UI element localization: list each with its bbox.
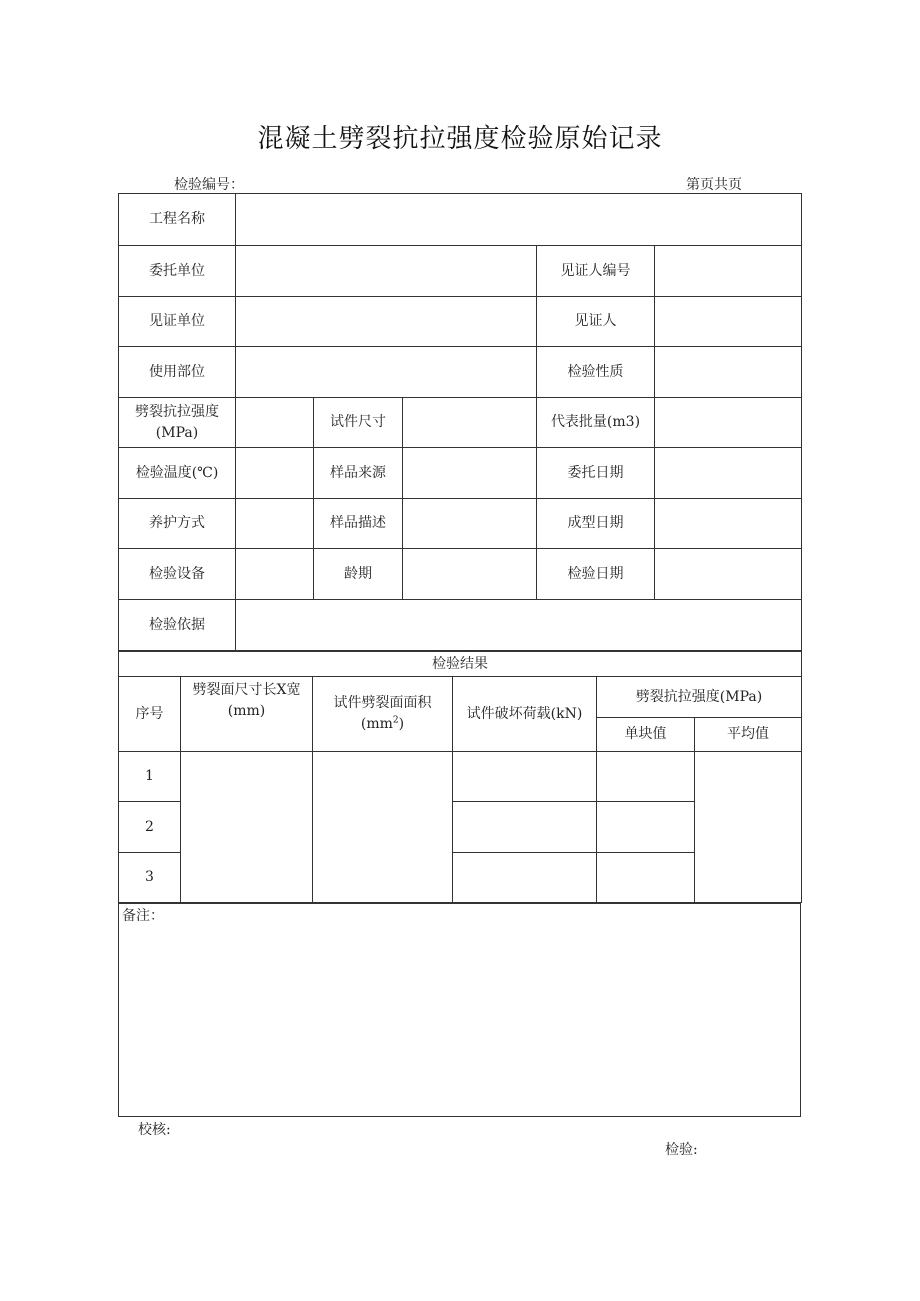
remarks-table [118,903,801,1117]
results-section-title: 检验结果 [119,652,802,677]
label-project-name: 工程名称 [119,194,236,246]
field-entrust-date[interactable] [655,448,802,499]
label-forming-date: 成型日期 [537,499,655,549]
header-split-area-line1: 试件劈裂面面积 [333,695,432,711]
field-witness-no[interactable] [655,246,802,297]
field-single-2[interactable] [597,802,695,853]
tester-label: 检验: [665,1142,698,1158]
field-strength[interactable] [236,398,314,448]
field-use-location[interactable] [236,347,537,398]
label-witness-unit: 见证单位 [119,297,236,347]
header-no: 序号 [119,677,181,752]
field-batch[interactable] [655,398,802,448]
label-test-nature: 检验性质 [537,347,655,398]
field-load-1[interactable] [453,752,597,802]
row-number-1: 1 [119,752,181,802]
row-number-2: 2 [119,802,181,853]
field-forming-date[interactable] [655,499,802,549]
label-basis: 检验依据 [119,600,236,651]
field-project-name[interactable] [236,194,802,246]
field-sample-desc[interactable] [403,499,537,549]
field-curing[interactable] [236,499,314,549]
remarks-label: 备注： [122,908,164,924]
field-single-1[interactable] [597,752,695,802]
page-title: 混凝土劈裂抗拉强度检验原始记录 [257,124,663,154]
info-table [118,193,802,651]
field-average[interactable] [695,752,802,903]
label-curing: 养护方式 [119,499,236,549]
field-age[interactable] [403,549,537,600]
results-table [118,651,802,903]
header-split-size [181,677,313,752]
page-count-label: 第页共页 [686,177,742,193]
header-split-size-line1: 劈裂面尺寸长X宽 [192,682,301,698]
field-temperature[interactable] [236,448,314,499]
label-entrust-date: 委托日期 [537,448,655,499]
label-client: 委托单位 [119,246,236,297]
field-split-size[interactable] [181,752,313,903]
checker-label: 校核: [138,1122,171,1138]
field-basis[interactable] [236,600,802,651]
field-load-2[interactable] [453,802,597,853]
label-test-date: 检验日期 [537,549,655,600]
label-specimen-size: 试件尺寸 [314,398,403,448]
label-witness: 见证人 [537,297,655,347]
field-sample-source[interactable] [403,448,537,499]
row-number-3: 3 [119,853,181,903]
label-sample-desc: 样品描述 [314,499,403,549]
field-client[interactable] [236,246,537,297]
field-split-area[interactable] [313,752,453,903]
header-failure-load: 试件破坏荷载(kN) [453,677,597,752]
field-test-nature[interactable] [655,347,802,398]
label-sample-source: 样品来源 [314,448,403,499]
report-number-label: 检验编号： [174,177,244,193]
remarks-box[interactable] [119,904,801,1117]
header-average-value: 平均值 [695,718,802,752]
field-single-3[interactable] [597,853,695,903]
field-equipment[interactable] [236,549,314,600]
label-equipment: 检验设备 [119,549,236,600]
label-temperature: 检验温度(℃) [119,448,236,499]
label-age: 龄期 [314,549,403,600]
header-split-area-line2: $(mm^2)$ [360,715,405,732]
header-single-value: 单块值 [597,718,695,752]
header-split-size-line2: (mm) [227,703,266,719]
label-use-location: 使用部位 [119,347,236,398]
field-witness[interactable] [655,297,802,347]
field-witness-unit[interactable] [236,297,537,347]
field-load-3[interactable] [453,853,597,903]
label-batch: 代表批量(m3) [537,398,655,448]
label-strength: 劈裂抗拉强度(MPa) [119,398,236,448]
header-split-area [313,677,453,752]
field-specimen-size[interactable] [403,398,537,448]
header-split-strength: 劈裂抗拉强度(MPa) [597,677,802,718]
label-witness-no: 见证人编号 [537,246,655,297]
field-test-date[interactable] [655,549,802,600]
